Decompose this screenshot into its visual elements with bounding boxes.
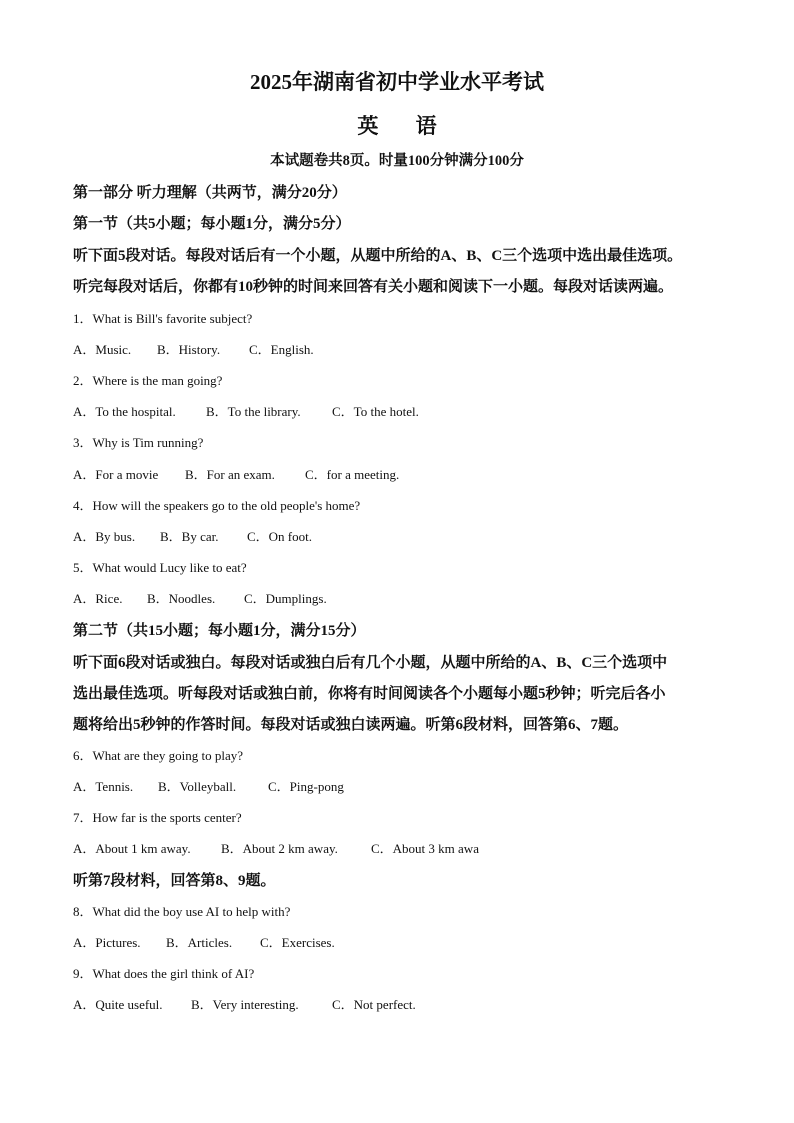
question-8: 8．What did the boy use AI to help with?: [73, 904, 291, 919]
question-3: 3．Why is Tim running?: [73, 435, 204, 450]
question-6: 6．What are they going to play?: [73, 748, 244, 763]
option-b: B．Very interesting.: [191, 997, 299, 1012]
option-c: C．Exercises.: [260, 935, 335, 950]
option-c: C．Dumplings.: [244, 591, 327, 606]
options-9: [73, 994, 416, 1013]
option-b: B．History.: [157, 342, 221, 357]
options-6: [73, 776, 344, 795]
option-a: A．About 1 km away.: [73, 841, 191, 856]
section2-heading: 第二节（共15小题；每小题1分，满分15分）: [73, 623, 366, 639]
question-9: 9．What does the girl think of AI?: [73, 966, 255, 981]
part1-heading: 第一部分 听力理解（共两节，满分20分）: [73, 185, 347, 201]
option-a: A．By bus.: [73, 529, 136, 544]
option-b: B．Noodles.: [147, 591, 216, 606]
option-b: B．Articles.: [166, 935, 233, 950]
options-1: [73, 339, 314, 358]
options-2: [73, 401, 419, 420]
section2-sub-instruction: 听第7段材料，回答第8、9题。: [73, 873, 276, 889]
option-b: B．By car.: [160, 529, 219, 544]
option-b: B．Volleyball.: [158, 779, 237, 794]
option-c: C．About 3 km awa: [371, 841, 479, 856]
question-5: 5．What would Lucy like to eat?: [73, 560, 247, 575]
option-a: A．To the hospital.: [73, 404, 176, 419]
exam-info: 本试题卷共8页。时量100分钟满分100分: [270, 153, 524, 169]
question-4: 4．How will the speakers go to the old people's home?: [73, 498, 361, 513]
section1-instruction-1: 听下面5段对话。每段对话后有一个小题，从题中所给的A、B、C三个选项中选出最佳选项。: [73, 248, 683, 264]
options-3: [73, 464, 399, 483]
option-c: C．English.: [249, 342, 314, 357]
option-c: C．for a meeting.: [305, 467, 400, 482]
options-5: [73, 588, 327, 607]
exam-title: 2025年湖南省初中学业水平考试: [250, 70, 544, 94]
section2-instruction-1: 听下面6段对话或独白。每段对话或独白后有几个小题，从题中所给的A、B、C三个选项中: [73, 655, 668, 671]
option-a: A．Pictures.: [73, 935, 141, 950]
option-a: A．Music.: [73, 342, 132, 357]
section2-instruction-2: 选出最佳选项。听每段对话或独白前，你将有时间阅读各个小题每小题5秒钟；听完后各小: [73, 686, 666, 702]
subject-title: 英 语: [357, 114, 453, 138]
question-1: 1．What is Bill's favorite subject?: [73, 311, 253, 326]
section1-heading: 第一节（共5小题；每小题1分，满分5分）: [73, 216, 351, 232]
options-7: [73, 838, 479, 857]
option-a: A．Tennis.: [73, 779, 134, 794]
option-c: C．Not perfect.: [332, 997, 416, 1012]
option-b: B．For an exam.: [185, 467, 275, 482]
option-a: A．Rice.: [73, 591, 123, 606]
option-c: C．To the hotel.: [332, 404, 419, 419]
option-c: C．Ping-pong: [268, 779, 344, 794]
section2-instruction-3: 题将给出5秒钟的作答时间。每段对话或独白读两遍。听第6段材料，回答第6、7题。: [73, 717, 629, 733]
options-8: [73, 932, 335, 951]
option-a: A．Quite useful.: [73, 997, 163, 1012]
question-7: 7．How far is the sports center?: [73, 810, 242, 825]
option-b: B．To the library.: [206, 404, 301, 419]
option-b: B．About 2 km away.: [221, 841, 338, 856]
section1-instruction-2: 听完每段对话后，你都有10秒钟的时间来回答有关小题和阅读下一小题。每段对话读两遍。: [73, 279, 674, 295]
options-4: [73, 526, 312, 545]
option-a: A．For a movie: [73, 467, 159, 482]
option-c: C．On foot.: [247, 529, 313, 544]
question-2: 2．Where is the man going?: [73, 373, 223, 388]
